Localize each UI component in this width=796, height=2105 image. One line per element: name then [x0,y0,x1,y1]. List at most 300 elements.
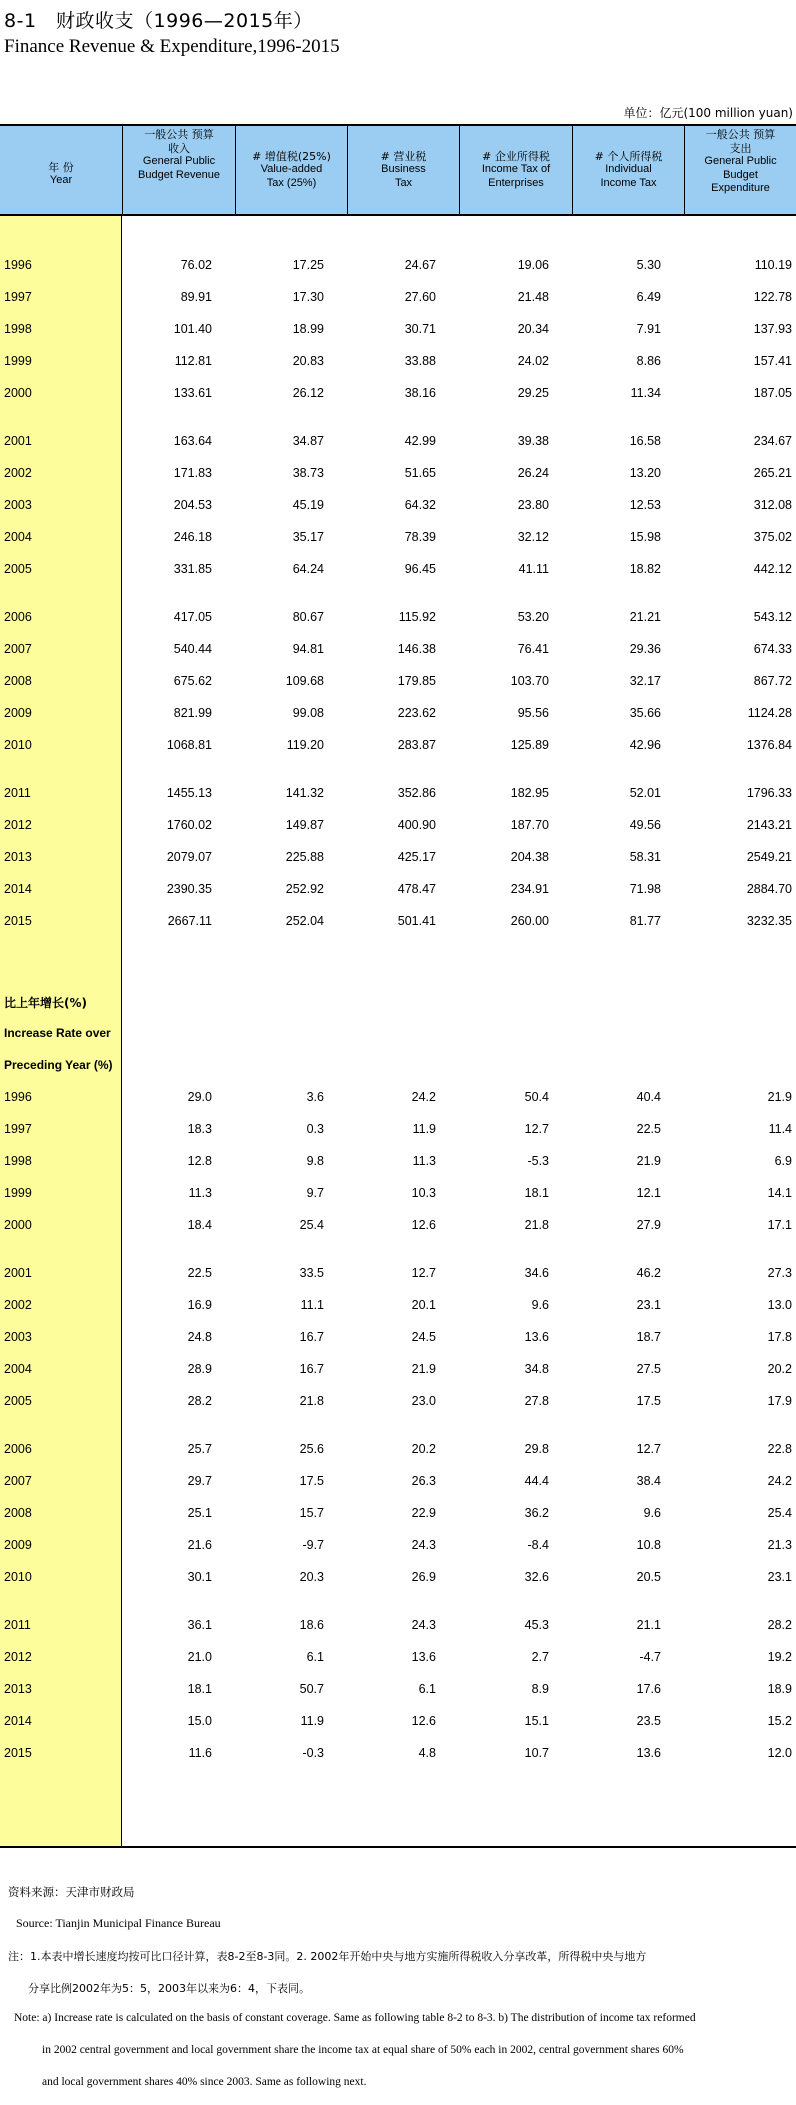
header-individual-tax [572,126,684,214]
row-cell: 38.16 [404,386,436,400]
row-cell: 18.99 [292,322,324,336]
row-cell: 32.17 [629,674,661,688]
row-cell: 18.9 [767,1682,792,1696]
row-cell: 1124.28 [747,706,792,720]
row-cell: 51.65 [404,466,436,480]
row-cell: 36.2 [524,1506,549,1520]
table-row [0,1362,796,1382]
row-cell: 204.53 [173,498,212,512]
row-cell: 71.98 [629,882,661,896]
row-cell: 21.9 [411,1362,436,1376]
row-cell: 6.49 [636,290,661,304]
row-cell: 171.83 [173,466,212,480]
row-cell: 14.1 [767,1186,792,1200]
row-cell: 29.36 [629,642,661,656]
row-cell: 2079.07 [166,850,212,864]
row-cell: 33.88 [404,354,436,368]
row-year: 2009 [4,1538,32,1552]
row-cell: 40.4 [636,1090,661,1104]
header-revenue-zh: 一般公共 预算收入 [144,128,214,155]
row-cell: 501.41 [397,914,436,928]
row-cell: 17.5 [299,1474,324,1488]
row-cell: 19.2 [767,1650,792,1664]
row-cell: 35.66 [629,706,661,720]
row-cell: 29.7 [187,1474,212,1488]
page-title-en: Finance Revenue & Expenditure,1996-2015 [4,36,340,57]
row-cell: 137.93 [753,322,792,336]
row-year: 1999 [4,354,32,368]
table-row [0,1266,796,1286]
row-cell: 2884.70 [746,882,792,896]
table-row [0,1682,796,1702]
row-year: 2005 [4,1394,32,1408]
row-cell: 76.41 [517,642,549,656]
table-row [0,674,796,694]
row-year: 1997 [4,290,32,304]
row-cell: 103.70 [510,674,549,688]
row-cell: 1376.84 [746,738,792,752]
row-cell: 99.08 [292,706,324,720]
row-cell: 8.9 [531,1682,549,1696]
row-year: 2014 [4,1714,32,1728]
row-cell: 12.0 [767,1746,792,1760]
row-cell: 23.0 [411,1394,436,1408]
row-cell: 28.2 [767,1618,792,1632]
row-cell: 9.6 [643,1506,661,1520]
row-cell: 12.6 [411,1218,436,1232]
row-cell: 21.9 [767,1090,792,1104]
row-cell: 265.21 [753,466,792,480]
row-cell: 234.67 [753,434,792,448]
table-row [0,1122,796,1142]
row-cell: 26.24 [517,466,549,480]
row-cell: 29.25 [517,386,549,400]
row-cell: 16.7 [299,1362,324,1376]
row-cell: 24.3 [411,1618,436,1632]
table-row [0,1090,796,1110]
row-cell: 64.24 [292,562,324,576]
row-cell: 18.82 [629,562,661,576]
row-cell: 6.1 [306,1650,324,1664]
row-cell: 5.30 [636,258,661,272]
row-cell: 187.70 [510,818,549,832]
row-cell: 425.17 [397,850,436,864]
row-cell: 125.89 [510,738,549,752]
row-cell: 30.71 [404,322,436,336]
row-cell: 22.8 [767,1442,792,1456]
row-cell: 11.1 [300,1298,324,1312]
header-year-en: Year [49,174,73,186]
row-cell: 23.1 [636,1298,661,1312]
row-cell: 867.72 [753,674,792,688]
row-cell: 29.8 [524,1442,549,1456]
row-cell: 22.5 [187,1266,212,1280]
header-vat-zh: # 增值税(25%) [252,149,331,163]
header-expenditure-en: General Public Budget Expenditure [704,155,777,194]
row-cell: 96.45 [404,562,436,576]
row-cell: 50.7 [299,1682,324,1696]
row-year: 2012 [4,818,32,832]
row-cell: 2390.35 [166,882,212,896]
row-year: 2010 [4,738,32,752]
row-year: 2009 [4,706,32,720]
header-individual-tax-zh: # 个人所得税 [594,149,663,163]
row-cell: 17.6 [636,1682,661,1696]
row-cell: 27.8 [524,1394,549,1408]
row-cell: 3232.35 [746,914,792,928]
row-year: 2006 [4,610,32,624]
header-year [0,126,122,214]
row-cell: 21.8 [299,1394,324,1408]
row-cell: 12.7 [524,1122,549,1136]
note-zh-line-1: 注：1.本表中增长速度均按可比口径计算，表8-2至8-3同。2. 2002年开始中央与地方实施所得税收入分享改革，所得税中央与地方 [8,1950,647,1963]
row-year: 2011 [4,786,31,800]
note-zh-line-2: 分享比例2002年为5：5，2003年以来为6：4，下表同。 [28,1982,310,1995]
row-cell: 23.80 [517,498,549,512]
row-cell: 112.81 [174,354,212,368]
table-row [0,290,796,310]
table-row [0,882,796,902]
row-cell: 17.25 [292,258,324,272]
row-year: 2001 [4,434,32,448]
table-row [0,1538,796,1558]
note-en-line-1: Note: a) Increase rate is calculated on the basis of constant coverage. Same as following table 8-2 to 8-3. b) The distribution of income tax reformed [14,2012,696,2024]
row-cell: 30.1 [187,1570,212,1584]
row-cell: 24.5 [411,1330,436,1344]
row-cell: 101.40 [173,322,212,336]
row-cell: 50.4 [524,1090,549,1104]
table-bottom-border [0,1846,796,1848]
row-cell: 149.87 [285,818,324,832]
row-cell: 252.92 [285,882,324,896]
row-year: 1997 [4,1122,32,1136]
row-cell: 52.01 [629,786,661,800]
row-cell: 540.44 [173,642,212,656]
row-cell: 182.95 [510,786,549,800]
row-cell: 78.39 [404,530,436,544]
row-year: 2010 [4,1570,32,1584]
row-cell: 15.0 [187,1714,212,1728]
row-cell: 115.92 [398,610,436,624]
table-row [0,1218,796,1238]
source-en: Source: Tianjin Municipal Finance Bureau [16,1916,221,1930]
row-cell: 15.7 [299,1506,324,1520]
row-cell: -5.3 [527,1154,549,1168]
row-cell: 1760.02 [166,818,212,832]
table-row [0,258,796,278]
table-row [0,386,796,406]
row-year: 2005 [4,562,32,576]
row-year: 2007 [4,642,32,656]
row-year: 2004 [4,1362,32,1376]
row-cell: 24.8 [187,1330,212,1344]
row-cell: 21.1 [636,1618,661,1632]
page-title-zh: 8-1 财政收支（1996—2015年） [4,10,313,32]
row-cell: 18.7 [636,1330,661,1344]
row-cell: 24.67 [404,258,436,272]
row-cell: -0.3 [302,1746,324,1760]
row-cell: 22.5 [636,1122,661,1136]
row-cell: 24.3 [411,1538,436,1552]
row-cell: 39.38 [517,434,549,448]
row-cell: 32.12 [517,530,549,544]
row-cell: 34.87 [292,434,324,448]
row-cell: 21.48 [517,290,549,304]
growth-section-title-en-1: Increase Rate over [4,1026,111,1040]
row-cell: 9.6 [531,1298,549,1312]
row-cell: 109.68 [285,674,324,688]
header-revenue-en: General Public Budget Revenue [138,155,220,181]
row-cell: 11.9 [300,1714,324,1728]
row-cell: 141.32 [285,786,324,800]
row-cell: 28.9 [187,1362,212,1376]
row-cell: 11.4 [768,1122,792,1136]
row-cell: 821.99 [173,706,212,720]
row-cell: 27.3 [767,1266,792,1280]
row-year: 2015 [4,914,32,928]
row-cell: 15.2 [767,1714,792,1728]
row-cell: 24.2 [767,1474,792,1488]
table-row [0,706,796,726]
row-cell: 15.1 [524,1714,549,1728]
header-vat [235,126,347,214]
table-row [0,562,796,582]
row-cell: 27.5 [636,1362,661,1376]
row-cell: 45.19 [292,498,324,512]
header-individual-tax-en: Individual Income Tax [600,163,657,189]
header-vat-en: Value-added Tax (25%) [260,163,323,189]
source-zh: 资料来源：天津市财政局 [8,1885,135,1899]
growth-section-title-zh: 比上年增长(%) [4,996,87,1010]
row-cell: 81.77 [629,914,661,928]
row-year: 2013 [4,850,32,864]
row-cell: 17.9 [767,1394,792,1408]
row-cell: 45.3 [524,1618,549,1632]
table-row [0,786,796,806]
header-revenue [122,126,235,214]
row-cell: 25.6 [299,1442,324,1456]
row-cell: 25.7 [187,1442,212,1456]
row-cell: 675.62 [173,674,212,688]
row-cell: 42.99 [404,434,436,448]
row-cell: 20.34 [517,322,549,336]
row-cell: 223.62 [397,706,436,720]
table-header [0,124,796,216]
row-cell: 204.38 [510,850,549,864]
row-cell: 20.1 [411,1298,436,1312]
row-year: 2013 [4,1682,32,1696]
row-cell: 21.8 [524,1218,549,1232]
header-business-tax-en: Business Tax [381,163,426,189]
row-cell: 21.21 [629,610,661,624]
row-cell: 25.4 [767,1506,792,1520]
row-cell: 331.85 [173,562,212,576]
row-cell: 543.12 [753,610,792,624]
row-cell: 18.6 [299,1618,324,1632]
row-cell: 417.05 [173,610,212,624]
table-row [0,610,796,630]
row-cell: 4.8 [418,1746,436,1760]
row-cell: 6.9 [774,1154,792,1168]
row-cell: 9.7 [306,1186,324,1200]
row-cell: 11.34 [630,386,661,400]
row-cell: 179.85 [397,674,436,688]
row-cell: 27.60 [404,290,436,304]
row-cell: 58.31 [629,850,661,864]
row-cell: 352.86 [397,786,436,800]
header-year-zh: 年 份 [48,160,74,174]
row-cell: 94.81 [292,642,324,656]
row-cell: 20.2 [767,1362,792,1376]
table-row [0,1442,796,1462]
note-en-line-3: and local government shares 40% since 2003. Same as following next. [42,2076,367,2088]
table-row [0,642,796,662]
row-cell: 0.3 [306,1122,324,1136]
table-row [0,1570,796,1590]
row-cell: -8.4 [527,1538,549,1552]
row-cell: 110.19 [754,258,792,272]
row-cell: 17.1 [767,1218,792,1232]
row-cell: 12.7 [411,1266,436,1280]
row-cell: 20.83 [292,354,324,368]
row-year: 2002 [4,466,32,480]
row-year: 2000 [4,1218,32,1232]
row-year: 2015 [4,1746,32,1760]
row-year: 1996 [4,1090,32,1104]
row-cell: 146.38 [397,642,436,656]
row-cell: 12.8 [187,1154,212,1168]
header-enterprise-tax-en: Income Tax of Enterprises [481,163,551,189]
row-cell: 133.61 [173,386,212,400]
row-cell: 44.4 [524,1474,549,1488]
row-cell: 26.12 [292,386,324,400]
row-cell: 2549.21 [746,850,792,864]
row-cell: 16.58 [629,434,661,448]
row-cell: 25.1 [187,1506,212,1520]
row-cell: 12.7 [636,1442,661,1456]
table-row [0,1186,796,1206]
table-row [0,1618,796,1638]
row-cell: 10.8 [636,1538,661,1552]
table-row [0,1394,796,1414]
row-cell: 163.64 [173,434,212,448]
table-row [0,914,796,934]
row-cell: 34.6 [524,1266,549,1280]
row-cell: 24.02 [517,354,549,368]
row-cell: 24.2 [411,1090,436,1104]
table-row [0,1714,796,1734]
table-row [0,1330,796,1350]
row-cell: 11.3 [188,1186,212,1200]
row-year: 2003 [4,1330,32,1344]
row-year: 1998 [4,1154,32,1168]
row-cell: 12.6 [411,1714,436,1728]
row-cell: 122.78 [753,290,792,304]
row-cell: 26.3 [411,1474,436,1488]
row-cell: 18.1 [187,1682,212,1696]
table-row [0,530,796,550]
row-cell: 27.9 [636,1218,661,1232]
header-business-tax-zh: # 营业税 [380,149,427,163]
row-cell: 400.90 [397,818,436,832]
row-cell: 28.2 [187,1394,212,1408]
row-cell: 1068.81 [166,738,212,752]
row-cell: 41.11 [518,562,549,576]
row-cell: 20.5 [636,1570,661,1584]
row-cell: 21.3 [767,1538,792,1552]
row-cell: 13.20 [629,466,661,480]
row-year: 2014 [4,882,32,896]
row-cell: 234.91 [510,882,549,896]
table-row [0,322,796,342]
row-year: 2007 [4,1474,32,1488]
row-cell: 38.4 [636,1474,661,1488]
row-cell: 19.06 [517,258,549,272]
row-cell: 35.17 [292,530,324,544]
row-cell: 157.41 [753,354,792,368]
row-cell: 119.20 [286,738,324,752]
row-year: 2006 [4,1442,32,1456]
row-cell: 42.96 [629,738,661,752]
row-year: 2001 [4,1266,32,1280]
row-year: 1999 [4,1186,32,1200]
table-row [0,466,796,486]
row-cell: 2143.21 [746,818,792,832]
row-cell: 13.0 [767,1298,792,1312]
row-year: 2003 [4,498,32,512]
row-cell: 16.9 [187,1298,212,1312]
row-cell: 11.3 [412,1154,436,1168]
row-cell: 312.08 [753,498,792,512]
row-cell: 34.8 [524,1362,549,1376]
row-cell: 9.8 [306,1154,324,1168]
row-year: 2008 [4,1506,32,1520]
row-cell: 20.3 [299,1570,324,1584]
row-cell: 13.6 [636,1746,661,1760]
row-cell: 13.6 [524,1330,549,1344]
row-cell: -9.7 [302,1538,324,1552]
row-cell: 20.2 [411,1442,436,1456]
row-cell: 18.3 [187,1122,212,1136]
table-row [0,1154,796,1174]
row-cell: 1796.33 [746,786,792,800]
header-business-tax [347,126,459,214]
row-cell: 95.56 [517,706,549,720]
row-cell: 246.18 [173,530,212,544]
row-cell: 21.6 [187,1538,212,1552]
row-cell: 260.00 [510,914,549,928]
unit-label: 单位：亿元(100 million yuan) [623,106,793,120]
row-cell: 375.02 [753,530,792,544]
row-cell: 38.73 [292,466,324,480]
row-cell: 32.6 [524,1570,549,1584]
row-cell: 22.9 [411,1506,436,1520]
row-cell: 21.0 [187,1650,212,1664]
table-row [0,354,796,374]
row-cell: 10.7 [524,1746,549,1760]
row-cell: 25.4 [299,1218,324,1232]
row-cell: 13.6 [411,1650,436,1664]
row-cell: 2.7 [531,1650,549,1664]
row-cell: -4.7 [639,1650,661,1664]
row-cell: 16.7 [299,1330,324,1344]
row-cell: 11.6 [188,1746,212,1760]
row-cell: 17.5 [636,1394,661,1408]
row-year: 2004 [4,530,32,544]
table-row [0,850,796,870]
row-cell: 478.47 [397,882,436,896]
header-enterprise-tax-zh: # 企业所得税 [482,149,550,163]
